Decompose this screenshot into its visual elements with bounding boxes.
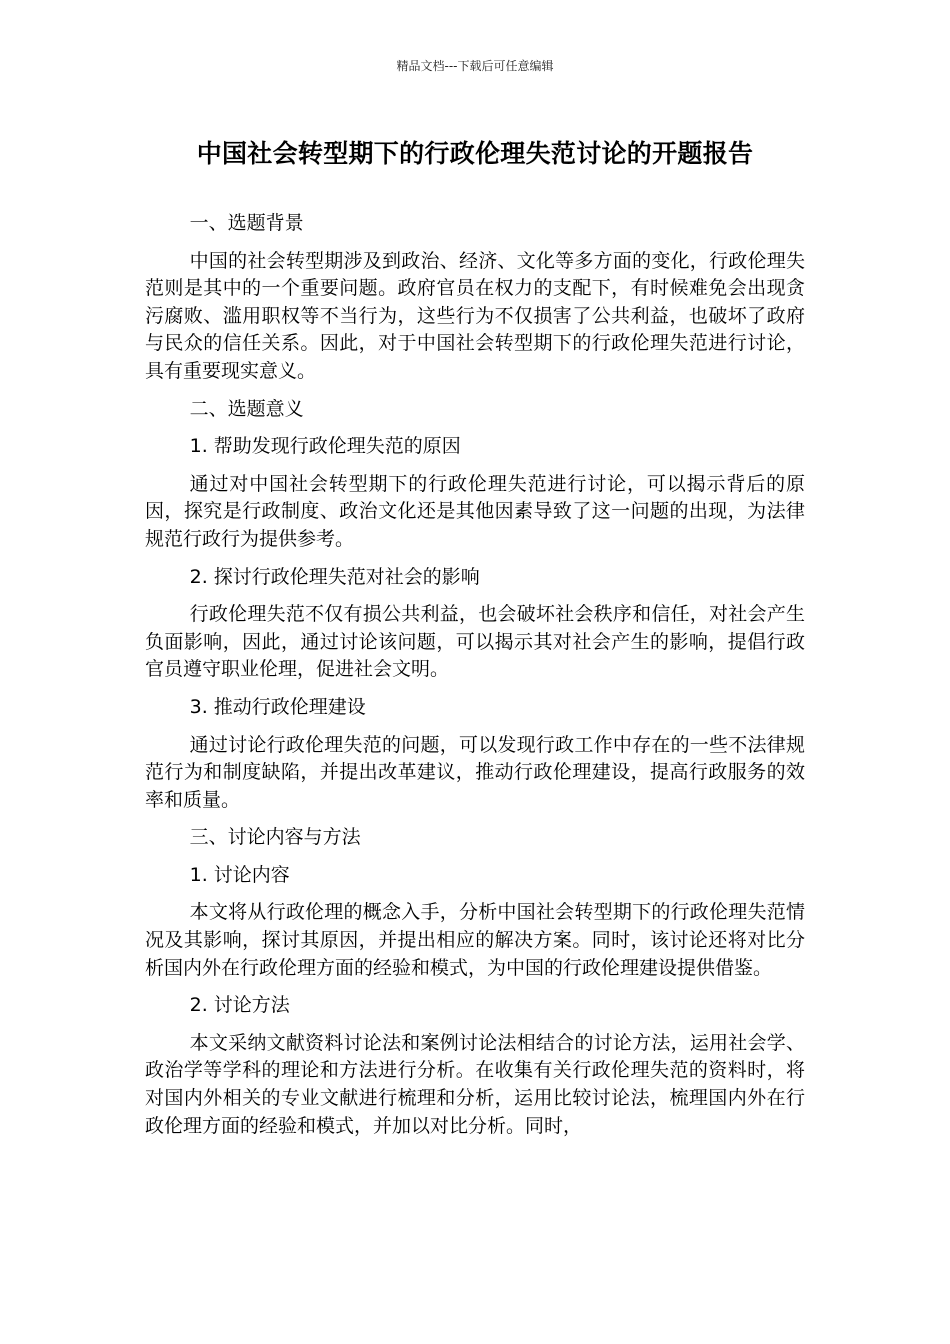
subheading-ethics-construction: 3. 推动行政伦理建设 <box>189 695 366 718</box>
paragraph-ethics-construction: 通过讨论行政伦理失范的问题，可以发现行政工作中存在的一些不法律规范行为和制度缺陷，并提出改革建议，推动行政伦理建设，提高行政服务的效率和质量。 <box>145 733 805 811</box>
paragraph-social-impact: 行政伦理失范不仅有损公共利益，也会破坏社会秩序和信任，对社会产生负面影响，因此，通过讨论该问题，可以揭示其对社会产生的影响，提倡行政官员遵守职业伦理，促进社会文明。 <box>145 603 805 681</box>
paragraph-research-content: 本文将从行政伦理的概念入手，分析中国社会转型期下的行政伦理失范情况及其影响，探讨其原因，并提出相应的解决方案。同时，该讨论还将对比分析国内外在行政伦理方面的经验和模式，为中国的行政伦理建设提供借鉴。 <box>145 901 805 979</box>
subheading-find-causes: 1. 帮助发现行政伦理失范的原因 <box>189 435 461 458</box>
subheading-social-impact: 2. 探讨行政伦理失范对社会的影响 <box>189 565 480 588</box>
section-heading-significance: 二、选题意义 <box>189 397 304 420</box>
document-title: 中国社会转型期下的行政伦理失范讨论的开题报告 <box>196 139 754 168</box>
document-body <box>145 210 805 1150</box>
section-heading-background: 一、选题背景 <box>189 212 304 234</box>
paragraph-find-causes: 通过对中国社会转型期下的行政伦理失范进行讨论，可以揭示背后的原因，探究是行政制度、政治文化还是其他因素导致了这一问题的出现，为法律规范行政行为提供参考。 <box>145 472 805 550</box>
paragraph-background: 中国的社会转型期涉及到政治、经济、文化等多方面的变化，行政伦理失范则是其中的一个重要问题。政府官员在权力的支配下，有时候难免会出现贪污腐败、滥用职权等不当行为，这些行为不仅损害了公共利益，也破坏了政府与民众的信任关系。因此，对于中国社会转型期下的行政伦理失范进行讨论，具有重要现实意义。 <box>145 249 805 382</box>
section-heading-content-method: 三、讨论内容与方法 <box>189 826 361 849</box>
subheading-research-content: 1. 讨论内容 <box>189 863 290 886</box>
subheading-research-method: 2. 讨论方法 <box>189 994 290 1017</box>
page-header-watermark: 精品文档---下载后可任意编辑 <box>396 59 554 73</box>
paragraph-research-method: 本文采纳文献资料讨论法和案例讨论法相结合的讨论方法，运用社会学、政治学等学科的理论和方法进行分析。在收集有关行政伦理失范的资料时，将对国内外相关的专业文献进行梳理和分析，运用比较讨论法，梳理国内外在行政伦理方面的经验和模式，并加以对比分析。同时， <box>145 1031 805 1137</box>
